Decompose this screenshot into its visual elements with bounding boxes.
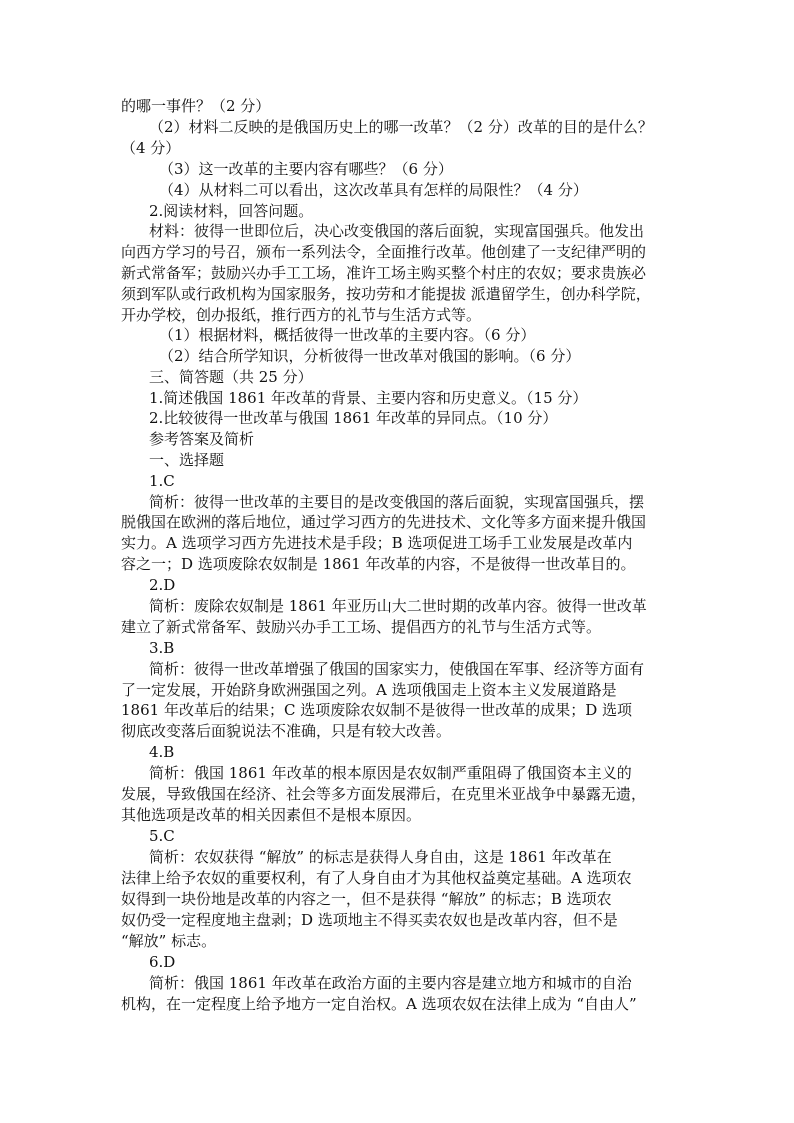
text-line: 简析：俄国 1861 年改革的根本原因是农奴制严重阻碍了俄国资本主义的 <box>149 764 632 782</box>
text-line: 2.比较彼得一世改革与俄国 1861 年改革的异同点。（10 分） <box>149 409 558 427</box>
answer-number: 6.D <box>149 953 176 971</box>
text-line: （3）这一改革的主要内容有哪些？（6 分） <box>159 160 453 178</box>
text-line: 彻底改变落后面貌说法不准确，只是有较大改善。 <box>121 722 452 740</box>
text-line: （4 分） <box>121 139 181 157</box>
text-line: 了一定发展，开始跻身欧洲强国之列。A 选项俄国走上资本主义发展道路是 <box>121 681 617 699</box>
section-heading: 参考答案及简析 <box>149 430 255 448</box>
answer-number: 3.B <box>149 639 175 657</box>
answer-number: 4.B <box>149 743 175 761</box>
text-line: （2）材料二反映的是俄国历史上的哪一改革？（2 分）改革的目的是什么？ <box>149 118 653 136</box>
text-line: 容之一；D 选项废除农奴制是 1861 年改革的内容，不是彼得一世改革目的。 <box>121 555 636 573</box>
text-line: 法律上给予农奴的重要权利，有了人身自由才为其他权益奠定基础。A 选项农 <box>121 869 632 887</box>
text-line: 2.阅读材料，回答问题。 <box>149 202 314 220</box>
text-line: 脱俄国在欧洲的落后地位，通过学习西方的先进技术、文化等多方面来提升俄国 <box>121 513 647 531</box>
text-line: 1.简述俄国 1861 年改革的背景、主要内容和历史意义。（15 分） <box>149 389 588 407</box>
text-line: 新式常备军；鼓励兴办手工工场，准许工场主购买整个村庄的农奴；要求贵族必 <box>121 264 647 282</box>
text-line: （4）从材料二可以看出，这次改革具有怎样的局限性？（4 分） <box>159 181 588 199</box>
text-line: 机构，在一定程度上给予地方一定自治权。A 选项农奴在法律上成为 “自由人” <box>121 995 637 1013</box>
text-line: 建立了新式常备军、鼓励兴办手工工场、提倡西方的礼节与生活方式等。 <box>121 618 602 636</box>
text-line: 奴仍受一定程度地主盘剥；D 选项地主不得买卖农奴也是改革内容，但不是 <box>121 911 618 929</box>
text-line: 简析：彼得一世改革增强了俄国的国家实力，使俄国在军事、经济等方面有 <box>149 660 645 678</box>
text-line: 简析：废除农奴制是 1861 年亚历山大二世时期的改革内容。彼得一世改革 <box>149 597 647 615</box>
text-line: 须到军队或行政机构为国家服务，按功劳和才能提拔 派遣留学生，创办科学院， <box>121 285 651 303</box>
text-line: 简析：彼得一世改革的主要目的是改变俄国的落后面貌，实现富国强兵，摆 <box>149 493 645 511</box>
text-line: 的哪一事件？（2 分） <box>121 97 271 115</box>
text-line: 实力。A 选项学习西方先进技术是手段；B 选项促进工场手工业发展是改革内 <box>121 534 633 552</box>
text-line: （1）根据材料，概括彼得一世改革的主要内容。（6 分） <box>159 326 536 344</box>
answer-number: 1.C <box>149 472 175 490</box>
text-line: （2）结合所学知识，分析彼得一世改革对俄国的影响。（6 分） <box>159 347 581 365</box>
text-line: 向西方学习的号召，颁布一系列法令，全面推行改革。他创建了一支纪律严明的 <box>121 243 647 261</box>
section-heading: 三、简答题（共 25 分） <box>149 368 313 386</box>
text-line: 简析：俄国 1861 年改革在政治方面的主要内容是建立地方和城市的自治 <box>149 974 632 992</box>
text-line: 简析：农奴获得 “解放” 的标志是获得人身自由，这是 1861 年改革在 <box>149 848 612 866</box>
answer-number: 5.C <box>149 827 175 845</box>
text-line: 奴得到一块份地是改革的内容之一，但不是获得 “解放” 的标志；B 选项农 <box>121 890 612 908</box>
text-line: 发展，导致俄国在经济、社会等多方面发展滞后，在克里米亚战争中暴露无遗， <box>121 785 647 803</box>
text-line: 材料：彼得一世即位后，决心改变俄国的落后面貌，实现富国强兵。他发出 <box>149 222 645 240</box>
text-line: 1861 年改革后的结果；C 选项废除农奴制不是彼得一世改革的成果；D 选项 <box>121 701 632 719</box>
answer-number: 2.D <box>149 576 176 594</box>
text-line: “解放” 标志。 <box>121 932 217 950</box>
text-line: 开办学校，创办报纸，推行西方的礼节与生活方式等。 <box>121 306 482 324</box>
section-heading: 一、选择题 <box>149 451 225 469</box>
text-line: 其他选项是改革的相关因素但不是根本原因。 <box>121 806 422 824</box>
